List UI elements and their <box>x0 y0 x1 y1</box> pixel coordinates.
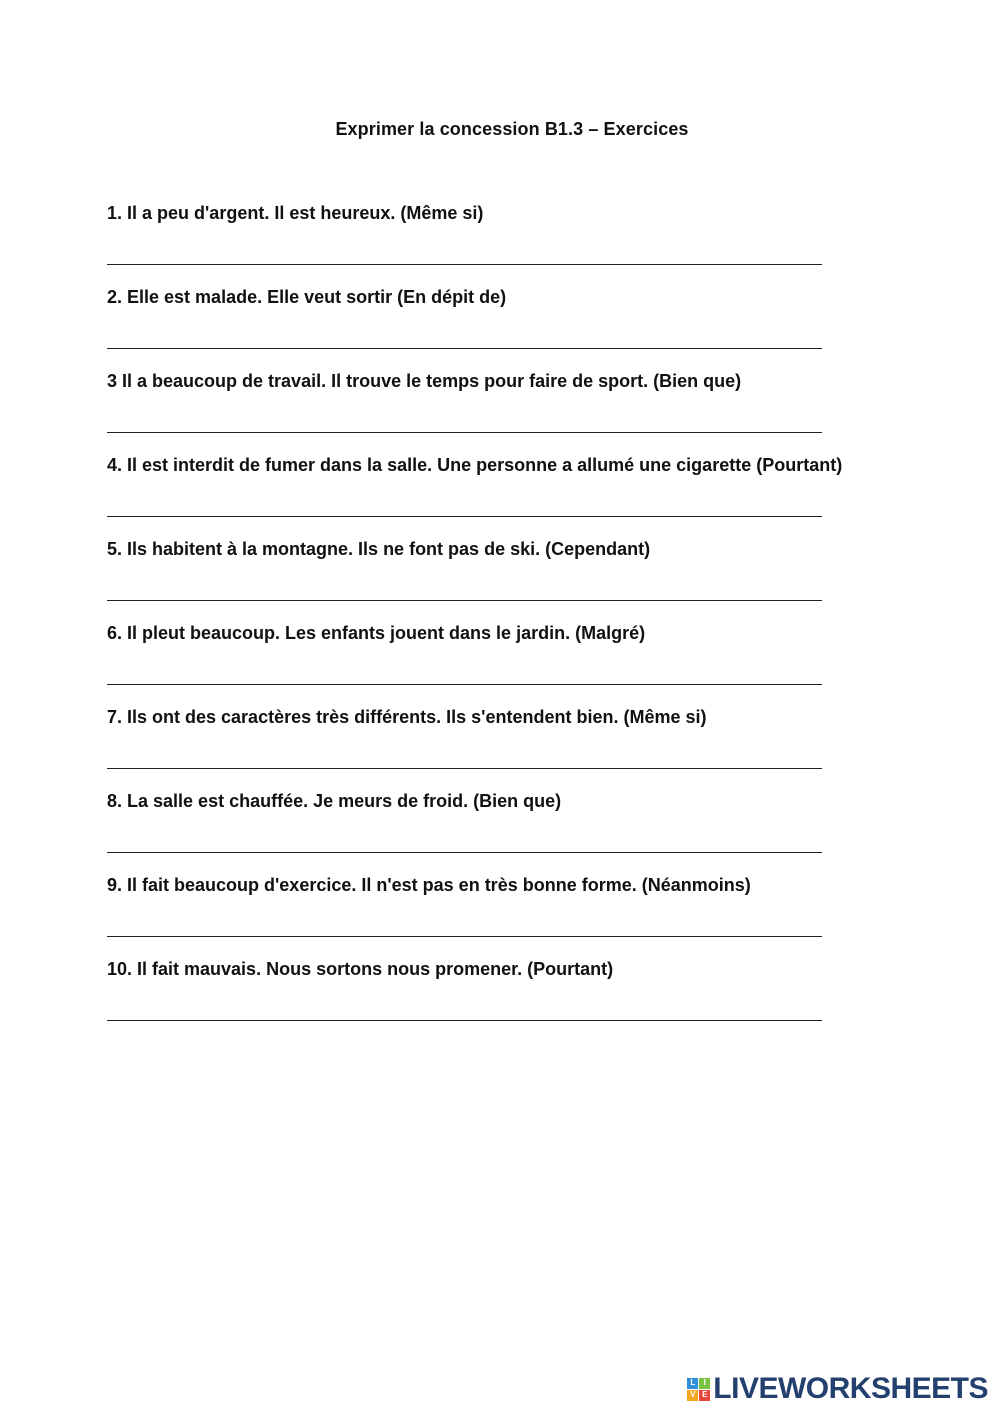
logo-cell: L <box>687 1378 698 1389</box>
exercise-item <box>107 707 967 791</box>
exercise-question: 3 Il a beaucoup de travail. Il trouve le temps pour faire de sport. (Bien que) <box>107 371 742 391</box>
exercise-item <box>107 203 967 287</box>
answer-line[interactable] <box>107 852 822 853</box>
logo-grid-icon <box>687 1378 710 1401</box>
answer-line[interactable] <box>107 264 822 265</box>
exercise-question: 9. Il fait beaucoup d'exercice. Il n'est pas en très bonne forme. (Néanmoins) <box>107 875 751 895</box>
exercise-question: 1. Il a peu d'argent. Il est heureux. (Même si) <box>107 203 484 223</box>
exercise-question: 10. Il fait mauvais. Nous sortons nous promener. (Pourtant) <box>107 959 614 979</box>
exercise-question: 4. Il est interdit de fumer dans la salle. Une personne a allumé une cigarette (Pourtant) <box>107 455 843 475</box>
exercise-item <box>107 539 967 623</box>
answer-line[interactable] <box>107 600 822 601</box>
answer-line[interactable] <box>107 768 822 769</box>
answer-line[interactable] <box>107 684 822 685</box>
page-title: Exprimer la concession B1.3 – Exercices <box>335 119 689 139</box>
exercise-question: 2. Elle est malade. Elle veut sortir (En dépit de) <box>107 287 507 307</box>
exercise-question: 5. Ils habitent à la montagne. Ils ne font pas de ski. (Cependant) <box>107 539 651 559</box>
exercise-item <box>107 455 967 539</box>
exercise-item <box>107 371 967 455</box>
exercise-question: 7. Ils ont des caractères très différents. Ils s'entendent bien. (Même si) <box>107 707 707 727</box>
answer-line[interactable] <box>107 432 822 433</box>
exercise-item <box>107 623 967 707</box>
exercise-item <box>107 287 967 371</box>
exercise-question: 8. La salle est chauffée. Je meurs de froid. (Bien que) <box>107 791 562 811</box>
answer-line[interactable] <box>107 516 822 517</box>
answer-line[interactable] <box>107 936 822 937</box>
exercise-item <box>107 875 967 959</box>
exercise-item <box>107 791 967 875</box>
exercise-list <box>107 203 967 1043</box>
answer-line[interactable] <box>107 348 822 349</box>
liveworksheets-logo <box>687 1374 988 1404</box>
logo-cell: E <box>699 1390 710 1401</box>
logo-cell: I <box>699 1378 710 1389</box>
logo-cell: V <box>687 1390 698 1401</box>
answer-line[interactable] <box>107 1020 822 1021</box>
exercise-question: 6. Il pleut beaucoup. Les enfants jouent dans le jardin. (Malgré) <box>107 623 646 643</box>
brand-text: LIVEWORKSHEETS <box>713 1372 988 1405</box>
exercise-item <box>107 959 967 1043</box>
